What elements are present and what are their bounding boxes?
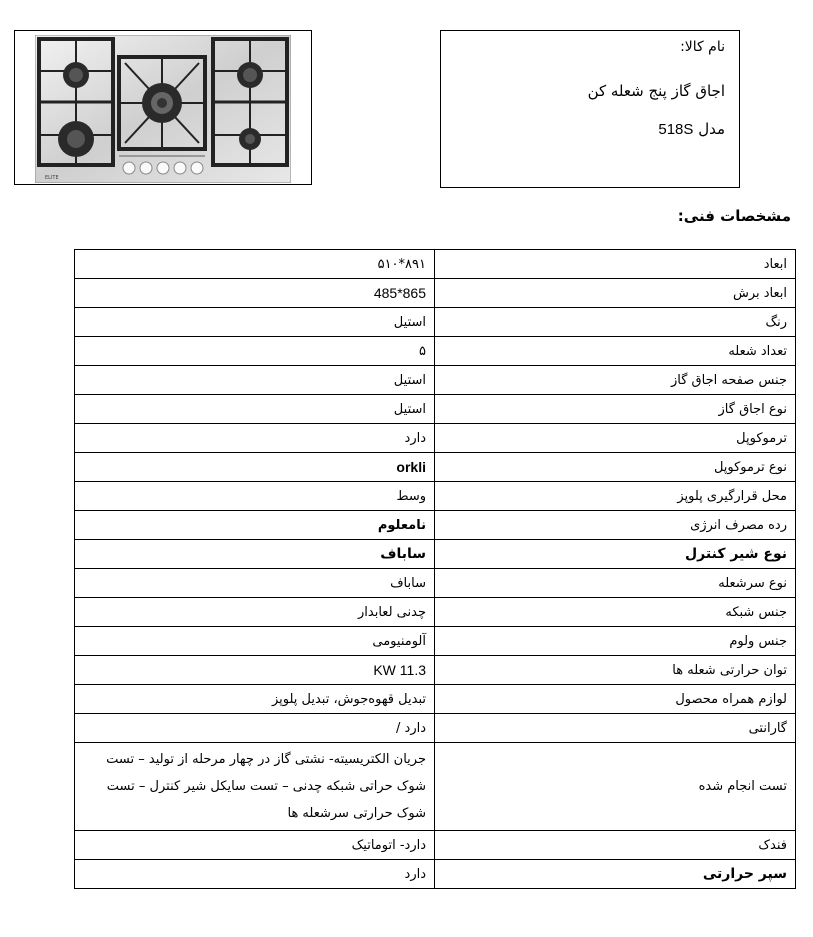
table-row [75, 308, 796, 337]
spec-key: رده مصرف انرژی [435, 511, 796, 540]
spec-key: ابعاد [435, 250, 796, 279]
product-label: نام کالا: [680, 39, 725, 55]
table-row [75, 569, 796, 598]
product-name-box [440, 30, 740, 188]
spec-value: استیل [75, 395, 435, 424]
table-row [75, 598, 796, 627]
spec-key: محل قرارگیری پلوپز [435, 482, 796, 511]
spec-key: جنس ولوم [435, 627, 796, 656]
spec-value: 865*485 [75, 279, 435, 308]
table-row [75, 279, 796, 308]
spec-key: نوع سرشعله [435, 569, 796, 598]
spec-key: تعداد شعله [435, 337, 796, 366]
spec-key: توان حرارتی شعله ها [435, 656, 796, 685]
spec-key: نوع شیر کنترل [435, 540, 796, 569]
spec-value: استیل [75, 366, 435, 395]
product-model [453, 119, 725, 140]
spec-value: ساباف [75, 540, 435, 569]
spec-key: نوع اجاق گاز [435, 395, 796, 424]
spec-value: چدنی لعابدار [75, 598, 435, 627]
spec-key: نوع ترموکوپل [435, 453, 796, 482]
spec-value: 11.3 KW [75, 656, 435, 685]
spec-value: orkli [75, 453, 435, 482]
product-name: اجاق گاز پنج شعله کن [587, 82, 725, 100]
model-number: 518S [658, 121, 694, 138]
spec-value: وسط [75, 482, 435, 511]
spec-key: گارانتی [435, 714, 796, 743]
spec-key: رنگ [435, 308, 796, 337]
spec-key: ابعاد برش [435, 279, 796, 308]
table-row [75, 424, 796, 453]
gas-stove-photo-icon [35, 35, 291, 183]
spec-value: آلومنیومی [75, 627, 435, 656]
table-row [75, 860, 796, 889]
table-row [75, 714, 796, 743]
table-row [75, 366, 796, 395]
product-image-frame [14, 30, 312, 185]
spec-value: دارد- اتوماتیک [75, 831, 435, 860]
specs-table [74, 249, 796, 889]
spec-value: دارد [75, 860, 435, 889]
table-row [75, 627, 796, 656]
spec-value: نامعلوم [75, 511, 435, 540]
spec-value: دارد / [75, 714, 435, 743]
table-row [75, 511, 796, 540]
spec-value: ۵ [75, 337, 435, 366]
spec-value: دارد [75, 424, 435, 453]
spec-key: لوازم همراه محصول [435, 685, 796, 714]
table-row [75, 656, 796, 685]
spec-value: ۸۹۱*۵۱۰ [75, 250, 435, 279]
spec-key: تست انجام شده [435, 743, 796, 831]
table-row [75, 482, 796, 511]
model-prefix: مدل [698, 120, 725, 138]
spec-value: استیل [75, 308, 435, 337]
table-row [75, 540, 796, 569]
table-row [75, 831, 796, 860]
spec-value: تبدیل قهوه‌جوش، تبدیل پلوپز [75, 685, 435, 714]
spec-value: جریان الکتریسیته- نشتی گاز در چهار مرحله از تولید – تست شوک حراتی شبکه چدنی – تست سایکل شیر کنترل – تست شوک حرارتی سرشعله ها [75, 743, 435, 831]
specs-heading: مشخصات فنی: [677, 207, 791, 225]
spec-value: ساباف [75, 569, 435, 598]
table-row [75, 250, 796, 279]
table-row [75, 395, 796, 424]
table-row [75, 453, 796, 482]
spec-key: سپر حرارتی [435, 860, 796, 889]
spec-key: ترموکوپل [435, 424, 796, 453]
spec-key: جنس صفحه اجاق گاز [435, 366, 796, 395]
spec-key: جنس شبکه [435, 598, 796, 627]
table-row [75, 743, 796, 831]
brand-mark: ELITE [45, 175, 59, 181]
spec-key: فندک [435, 831, 796, 860]
table-row [75, 337, 796, 366]
table-row [75, 685, 796, 714]
